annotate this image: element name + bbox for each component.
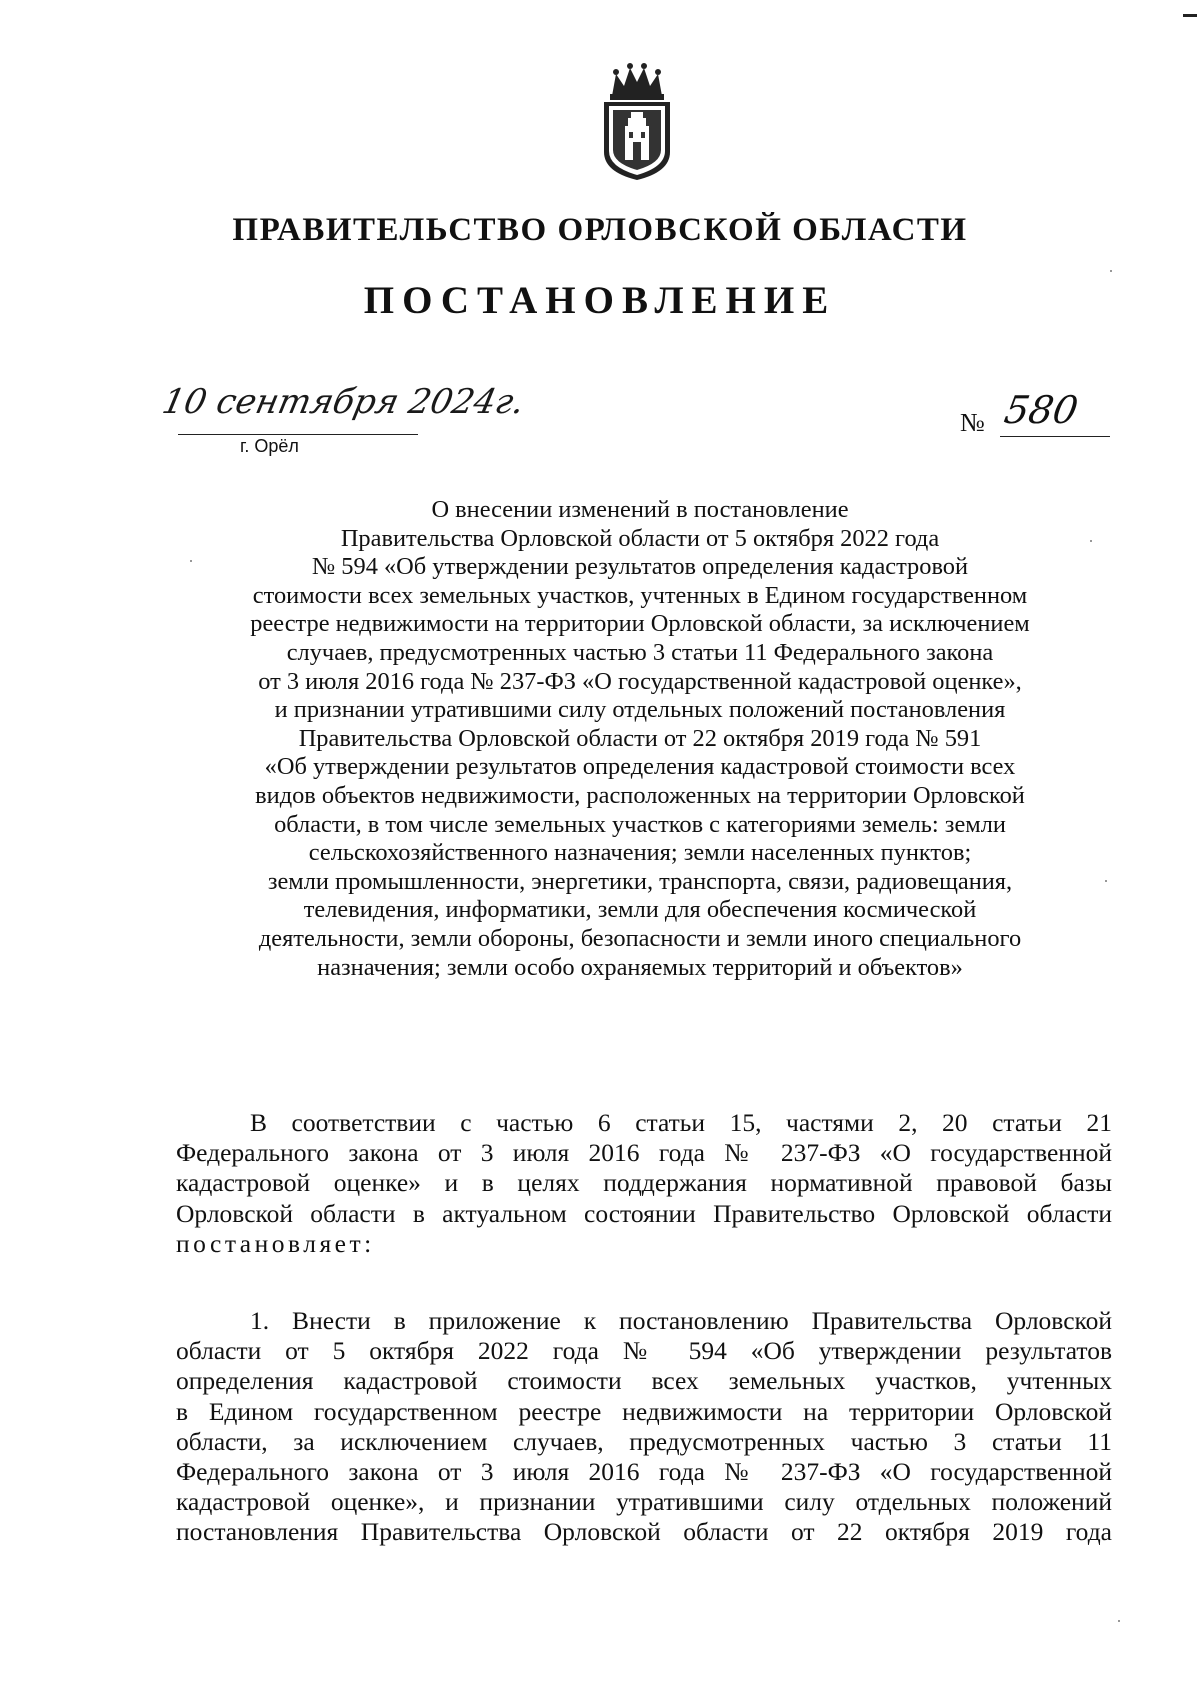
subject-line: Правительства Орловской области от 5 октября 2022 года <box>340 524 940 552</box>
item-1-line: 1. Внести в приложение к постановлению Правительства Орловской <box>250 1306 1112 1335</box>
scan-speck <box>1118 1620 1120 1622</box>
subject-line: стоимости всех земельных участков, учтенных в Едином государственном <box>252 581 1028 609</box>
subject-line: реестре недвижимости на территории Орловской области, за исключением <box>250 610 1030 638</box>
document-subject <box>170 496 1110 982</box>
subject-line: случаев, предусмотренных частью 3 статьи 11 Федерального закона <box>286 638 994 666</box>
subject-line: и признании утратившими силу отдельных положений постановления <box>274 696 1006 724</box>
handwritten-number: 580 <box>1001 388 1082 432</box>
item-1-line: Федерального закона от 3 июля 2016 года № 237-ФЗ «О государственной <box>176 1456 1112 1486</box>
scan-speck <box>1183 14 1197 17</box>
item-1-line: области, за исключением случаев, предусмотренных частью 3 статьи 11 <box>176 1426 1112 1456</box>
subject-line: от 3 июля 2016 года № 237-ФЗ «О государственной кадастровой оценке», <box>258 667 1022 695</box>
document-type-title: ПОСТАНОВЛЕНИЕ <box>363 279 837 322</box>
date-underline <box>178 434 418 435</box>
subject-line: видов объектов недвижимости, расположенных на территории Орловской <box>255 781 1025 809</box>
date-block <box>158 382 529 422</box>
item-1-paragraph <box>176 1306 1112 1548</box>
subject-line: О внесении изменений в постановление <box>431 496 849 523</box>
city-label: г. Орёл <box>240 436 299 456</box>
preamble-paragraph <box>176 1108 1112 1259</box>
subject-line: области, в том числе земельных участков с категориями земель: земли <box>274 810 1006 838</box>
subject-line: Правительства Орловской области от 22 октября 2019 года № 591 <box>298 724 982 752</box>
preamble-line: В соответствии с частью 6 статьи 15, частями 2, 20 статьи 21 <box>250 1108 1112 1137</box>
preamble-line: Федерального закона от 3 июля 2016 года № 237-ФЗ «О государственной <box>176 1138 1112 1168</box>
preamble-line: Орловской области в актуальном состоянии Правительство Орловской области <box>176 1198 1112 1228</box>
subject-line: телевидения, информатики, земли для обеспечения космической <box>303 896 977 924</box>
number-sign: № <box>960 408 985 437</box>
government-title: ПРАВИТЕЛЬСТВО ОРЛОВСКОЙ ОБЛАСТИ <box>232 212 968 248</box>
subject-line: № 594 «Об утверждении результатов определения кадастровой <box>311 553 969 581</box>
scan-speck <box>190 560 192 562</box>
preamble-line-resolves: постановляет: <box>176 1228 375 1258</box>
subject-line: земли промышленности, энергетики, транспорта, связи, радиовещания, <box>267 867 1013 895</box>
subject-line: деятельности, земли обороны, безопасности и земли иного специального <box>258 924 1022 952</box>
handwritten-date: 10 сентября 2024г. <box>158 382 529 422</box>
coat-of-arms-emblem <box>598 60 676 182</box>
scan-speck <box>1090 540 1092 542</box>
subject-line: назначения; земли особо охраняемых территорий и объектов» <box>317 953 963 981</box>
number-underline <box>1000 436 1110 437</box>
item-1-line: кадастровой оценке», и признании утратившими силу отдельных положений <box>176 1487 1112 1517</box>
subject-line: «Об утверждении результатов определения кадастровой стоимости всех <box>264 753 1016 781</box>
item-1-line: области от 5 октября 2022 года № 594 «Об утверждении результатов <box>176 1336 1112 1366</box>
item-1-line: в Едином государственном реестре недвижимости на территории Орловской <box>176 1396 1112 1426</box>
scan-speck <box>1105 880 1107 882</box>
scan-speck <box>1110 270 1112 272</box>
item-1-line: постановления Правительства Орловской области от 22 октября 2019 года <box>176 1517 1112 1547</box>
preamble-line: кадастровой оценке» и в целях поддержания нормативной правовой базы <box>176 1168 1112 1198</box>
subject-line: сельскохозяйственного назначения; земли населенных пунктов; <box>308 839 972 867</box>
item-1-line: определения кадастровой стоимости всех земельных участков, учтенных <box>176 1366 1112 1396</box>
